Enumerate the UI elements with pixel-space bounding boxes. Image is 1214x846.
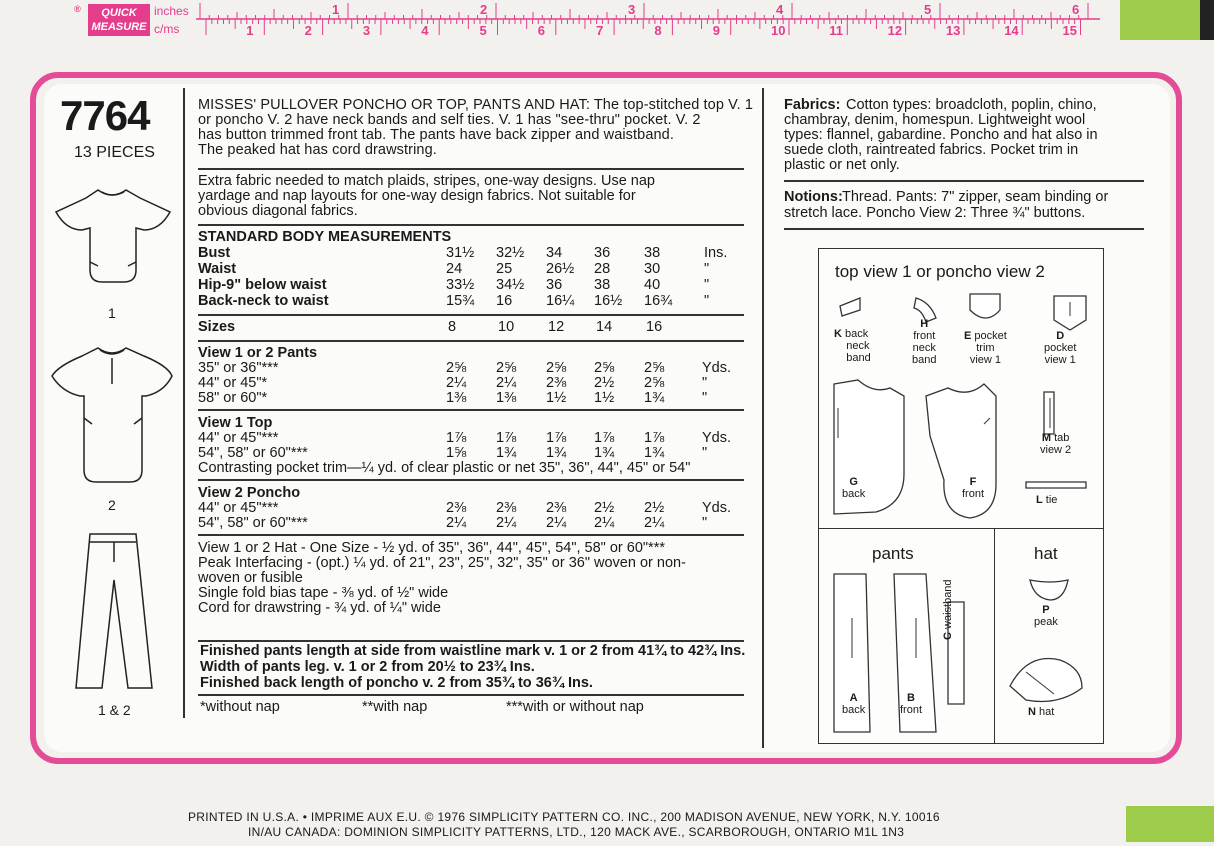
measurement-value: 24	[446, 261, 463, 277]
registered-mark: ®	[74, 4, 81, 14]
piece-m-shape	[1044, 392, 1054, 434]
piece-h-word-3: band	[912, 354, 937, 366]
yardage-value: 2½	[594, 500, 615, 516]
measurement-value: 34½	[496, 277, 525, 293]
footer-line-1: PRINTED IN U.S.A. • IMPRIME AUX E.U. © 1976 SIMPLICITY PATTERN CO. INC., 200 MADISON AVENUE, NEW YORK, N.Y. 10016	[188, 810, 940, 824]
fabrics-line: Cotton types: broadcloth, poplin, chino,	[846, 97, 1097, 113]
measurement-value: 16½	[594, 293, 623, 309]
finished-line: Finished back length of poncho v. 2 from 35¾ to 36¾ Ins.	[200, 675, 593, 691]
cm-mark: 9	[712, 23, 720, 38]
piece-l-shape	[1026, 482, 1086, 488]
fabrics-line: types: flannel, gabardine. Poncho and hat also in	[784, 127, 1098, 143]
cm-mark: 11	[829, 23, 844, 38]
cm-mark: 3	[362, 23, 371, 38]
measurement-value: 38	[644, 245, 661, 261]
piece-n-word-1: hat	[1039, 706, 1055, 718]
piece-b-word-1: front	[900, 704, 923, 716]
piece-k-word-2: neck	[846, 340, 870, 352]
measurement-unit: "	[704, 277, 710, 293]
measurement-value: 34	[546, 245, 563, 261]
cm-mark: 7	[596, 23, 604, 38]
yardage-label: 54", 58" or 60"***	[198, 515, 308, 531]
description-line: or poncho V. 2 have neck bands and self ties. V. 1 has "see-thru" pocket. V. 2	[198, 112, 701, 128]
view-label-2: 2	[108, 497, 116, 513]
description-line: The peaked hat has cord drawstring.	[198, 142, 437, 158]
extra-fabric-line: Extra fabric needed to match plaids, stripes, one-way designs. Use nap	[198, 173, 655, 189]
piece-g-letter: G	[849, 476, 858, 488]
piece-h-word-1: front	[913, 330, 936, 342]
yardage-heading: View 1 or 2 Pants	[198, 345, 318, 361]
yardage-value: 2¼	[546, 515, 567, 531]
fabrics-line: plastic or net only.	[784, 157, 900, 173]
yardage-value: 1⅞	[594, 430, 615, 446]
yardage-label: 54", 58" or 60"***	[198, 445, 308, 461]
cm-mark: 12	[887, 23, 903, 38]
yardage-value: 1¾	[644, 445, 665, 461]
description-line: has button trimmed front tab. The pants have back zipper and waistband.	[198, 127, 674, 143]
hat-layout-title: hat	[1034, 544, 1058, 563]
badge-line-1: QUICK	[101, 7, 137, 19]
piece-g-word-1: back	[842, 488, 866, 500]
yardage-value: 2⅝	[496, 360, 517, 376]
pants-sketch	[76, 534, 152, 688]
table-divider	[198, 409, 744, 411]
cm-mark: 8	[654, 23, 662, 38]
pattern-number: 7764	[60, 92, 150, 139]
cm-mark: 14	[1004, 23, 1019, 38]
piece-h-word-2: neck	[912, 342, 936, 354]
piece-f-letter: F	[969, 476, 977, 488]
notions-line: stretch lace. Poncho View 2: Three ¾" buttons.	[784, 205, 1086, 221]
yardage-value: 2½	[644, 500, 665, 516]
yardage-value: 1¾	[594, 445, 615, 461]
yardage-label: 44" or 45"*	[198, 375, 268, 391]
piece-d-word-2: view 1	[1044, 354, 1076, 366]
measurement-label: Waist	[198, 261, 237, 277]
table-divider	[198, 534, 744, 536]
measurement-unit: "	[704, 293, 710, 309]
measurement-unit: Ins.	[704, 245, 728, 261]
inch-mark: 5	[924, 2, 932, 17]
cm-mark: 13	[945, 23, 961, 38]
extra-fabric-line: obvious diagonal fabrics.	[198, 203, 358, 219]
yardage-unit: "	[702, 390, 708, 406]
piece-k-word-3: band	[846, 352, 871, 364]
measurement-value: 16¼	[546, 293, 575, 309]
measurement-value: 25	[496, 261, 513, 277]
piece-b-label	[900, 692, 922, 716]
piece-n-letter: N	[1028, 706, 1036, 718]
measurement-value: 36	[546, 277, 563, 293]
piece-n-shape	[1010, 658, 1082, 701]
fabrics-line: chambray, denim, homespun. Lightweight wool	[784, 112, 1086, 128]
inches-label: inches	[154, 4, 189, 18]
view-sketches	[40, 170, 180, 790]
piece-m-word-1: tab	[1054, 432, 1070, 444]
yardage-value: 2⅝	[594, 360, 615, 376]
measurement-unit: "	[704, 261, 710, 277]
view-1-sketch	[56, 190, 170, 282]
piece-m-word-2: view 2	[1040, 444, 1072, 456]
piece-e-word-3: view 1	[969, 354, 1001, 366]
yardage-value: 1⅜	[496, 390, 517, 406]
measurement-value: 40	[644, 277, 661, 293]
piece-count: 13 PIECES	[74, 144, 155, 161]
measurement-value: 32½	[496, 245, 525, 261]
piece-g-label	[842, 476, 865, 500]
yardage-value: 2⅝	[644, 375, 665, 391]
piece-h-label	[912, 318, 936, 366]
hat-line: Peak Interfacing - (opt.) ¼ yd. of 21", 23", 25", 32", 35" or 36" woven or non-	[198, 555, 686, 571]
yardage-value: 2½	[594, 375, 615, 391]
fabrics-line: suede cloth, raintreated fabrics. Pocket trim in	[784, 142, 1079, 158]
piece-k-shape	[840, 298, 860, 316]
measuring-ruler	[0, 0, 1214, 40]
piece-d-word-1: pocket	[1044, 342, 1077, 354]
sizes-label: Sizes	[198, 319, 236, 335]
piece-p-shape	[1030, 580, 1068, 600]
piece-h-letter: H	[920, 318, 929, 330]
view-label-1: 1	[108, 305, 116, 321]
inch-mark: 1	[332, 2, 340, 17]
table-divider	[198, 314, 744, 316]
piece-l-word-1: tie	[1045, 494, 1058, 506]
divider-2	[198, 224, 744, 226]
yardage-value: 2¼	[644, 515, 665, 531]
divider-1	[198, 168, 744, 170]
fabrics-label: Fabrics:	[784, 97, 841, 113]
piece-k-letter: K	[834, 328, 842, 340]
measurement-value: 30	[644, 261, 661, 277]
piece-a-letter: A	[849, 692, 858, 704]
finished-line: Finished pants length at side from waistline mark v. 1 or 2 from 41¾ to 42¾ Ins.	[200, 643, 746, 659]
piece-k-label	[834, 328, 871, 364]
piece-c-letter: C	[942, 632, 954, 640]
yardage-label: 44" or 45"***	[198, 500, 279, 516]
column-divider-left	[183, 88, 185, 718]
column-divider-right	[762, 88, 764, 748]
piece-p-word-1: peak	[1034, 616, 1058, 628]
inch-mark: 3	[628, 2, 636, 17]
hat-line: View 1 or 2 Hat - One Size - ½ yd. of 35", 36", 44", 45", 54", 58" or 60"***	[198, 540, 665, 556]
cm-mark: 1	[246, 23, 254, 38]
extra-fabric-line: yardage and nap layouts for one-way design fabrics. Not suitable for	[198, 188, 636, 204]
badge-line-2: MEASURE	[91, 21, 147, 33]
piece-p-letter: P	[1042, 604, 1050, 616]
yardage-unit: Yds.	[702, 430, 732, 446]
measurement-value: 26½	[546, 261, 575, 277]
piece-f-label	[962, 476, 984, 500]
top-layout-title: top view 1 or poncho view 2	[835, 262, 1045, 281]
piece-a-label	[842, 692, 865, 716]
yardage-value: 2⅝	[446, 360, 467, 376]
piece-d-label	[1044, 330, 1076, 366]
yardage-unit: "	[702, 515, 708, 531]
yardage-unit: Yds.	[702, 500, 732, 516]
size-value: 8	[448, 319, 457, 335]
yardage-value: 1⅞	[496, 430, 517, 446]
piece-m-letter: M	[1041, 432, 1051, 444]
finished-line: Width of pants leg. v. 1 or 2 from 20½ to 23¾ Ins.	[200, 659, 535, 675]
yardage-value: 2⅜	[546, 375, 567, 391]
yardage-value: 2¼	[496, 515, 517, 531]
piece-p-label	[1034, 604, 1058, 628]
view-label-1-2: 1 & 2	[98, 702, 131, 718]
hat-line: woven or fusible	[198, 570, 303, 586]
piece-d-letter: D	[1056, 330, 1065, 342]
size-value: 16	[646, 319, 663, 335]
size-value: 14	[596, 319, 613, 335]
cm-mark: 6	[537, 23, 546, 38]
yardage-unit: Yds.	[702, 360, 732, 376]
cm-mark: 10	[771, 23, 786, 38]
pants-layout-title: pants	[872, 544, 914, 563]
yardage-value: 1¾	[644, 390, 665, 406]
nap-note-2: **with nap	[362, 699, 428, 715]
yardage-value: 1⅝	[446, 445, 467, 461]
cm-mark: 4	[421, 23, 429, 38]
piece-c-word-1: waistband	[942, 579, 954, 629]
cm-mark: 5	[479, 23, 487, 38]
divider-nap	[198, 694, 744, 696]
view-2-sketch	[52, 348, 172, 482]
notions-label: Notions:	[784, 189, 843, 205]
yardage-value: 2¼	[446, 375, 467, 391]
divider-notions	[784, 228, 1144, 230]
table-divider	[198, 340, 744, 342]
yardage-value: 2⅝	[546, 360, 567, 376]
yardage-note: Contrasting pocket trim—¼ yd. of clear plastic or net 35", 36", 44", 45" or 54"	[198, 460, 691, 476]
yardage-value: 2⅜	[496, 500, 517, 516]
yardage-value: 1¾	[546, 445, 567, 461]
piece-e-letter: E	[964, 330, 972, 342]
yardage-value: 1¾	[496, 445, 517, 461]
piece-f-shape	[926, 384, 996, 518]
piece-e-shape	[970, 294, 1000, 318]
piece-k-word-1: back	[845, 328, 869, 340]
yardage-heading: View 1 Top	[198, 415, 273, 431]
piece-n-label	[1028, 706, 1054, 718]
piece-e-label	[964, 330, 1007, 366]
notions-line: Thread. Pants: 7" zipper, seam binding or	[842, 189, 1109, 205]
yardage-label: 58" or 60"*	[198, 390, 268, 406]
measurement-value: 33½	[446, 277, 475, 293]
yardage-value: 1⅞	[446, 430, 467, 446]
divider-finished	[198, 640, 744, 642]
yardage-unit: "	[702, 375, 708, 391]
piece-b-letter: B	[907, 692, 915, 704]
yardage-value: 1⅞	[546, 430, 567, 446]
measurement-value: 16	[496, 293, 513, 309]
yardage-value: 2¼	[594, 515, 615, 531]
yardage-value: 2¼	[446, 515, 467, 531]
yardage-value: 2⅜	[446, 500, 467, 516]
measurement-label: Bust	[198, 245, 231, 261]
measurement-label: Back-neck to waist	[198, 293, 329, 309]
yardage-value: 2⅜	[546, 500, 567, 516]
table-divider	[198, 479, 744, 481]
measurements-heading: STANDARD BODY MEASUREMENTS	[198, 229, 452, 245]
piece-m-label	[1040, 432, 1071, 456]
yardage-value: 1½	[546, 390, 567, 406]
size-value: 12	[548, 319, 565, 335]
nap-note-3: ***with or without nap	[506, 699, 644, 715]
yardage-unit: "	[702, 445, 708, 461]
cm-mark: 15	[1062, 23, 1077, 38]
footer-line-2: IN/AU CANADA: DOMINION SIMPLICITY PATTERNS, LTD., 120 MACK AVE., SCARBOROUGH, ONTARIO M1L 1N3	[248, 825, 905, 839]
measurement-value: 36	[594, 245, 611, 261]
inch-mark: 4	[776, 2, 784, 17]
cm-mark: 2	[304, 23, 312, 38]
piece-c-label	[942, 579, 954, 640]
measurement-value: 38	[594, 277, 611, 293]
yardage-value: 2⅝	[644, 360, 665, 376]
yardage-label: 35" or 36"***	[198, 360, 279, 376]
yardage-heading: View 2 Poncho	[198, 485, 301, 501]
yardage-value: 1⅞	[644, 430, 665, 446]
description-line: MISSES' PULLOVER PONCHO OR TOP, PANTS AND HAT: The top-stitched top V. 1	[198, 97, 753, 113]
size-value: 10	[498, 319, 515, 335]
measurement-value: 31½	[446, 245, 475, 261]
nap-note-1: *without nap	[200, 699, 280, 715]
yardage-value: 1½	[594, 390, 615, 406]
inch-mark: 2	[480, 2, 488, 17]
measurement-value: 15¾	[446, 293, 475, 309]
yardage-label: 44" or 45"***	[198, 430, 279, 446]
measurement-label: Hip-9" below waist	[198, 277, 327, 293]
yardage-value: 1⅜	[446, 390, 467, 406]
hat-line: Cord for drawstring - ¾ yd. of ¼" wide	[198, 600, 441, 616]
measurement-value: 16¾	[644, 293, 673, 309]
piece-l-label	[1036, 494, 1057, 506]
tape-bottom-right	[1126, 806, 1214, 842]
piece-e-word-1: pocket	[974, 330, 1007, 342]
piece-f-word-1: front	[962, 488, 985, 500]
cm-label: c/ms	[154, 22, 180, 36]
yardage-value: 2¼	[496, 375, 517, 391]
piece-e-word-2: trim	[976, 342, 995, 354]
piece-l-letter: L	[1036, 494, 1043, 506]
measurement-value: 28	[594, 261, 611, 277]
divider-fabrics	[784, 180, 1144, 182]
inch-mark: 6	[1072, 2, 1080, 17]
piece-a-word-1: back	[842, 704, 866, 716]
hat-line: Single fold bias tape - ⅜ yd. of ½" wide	[198, 585, 449, 601]
